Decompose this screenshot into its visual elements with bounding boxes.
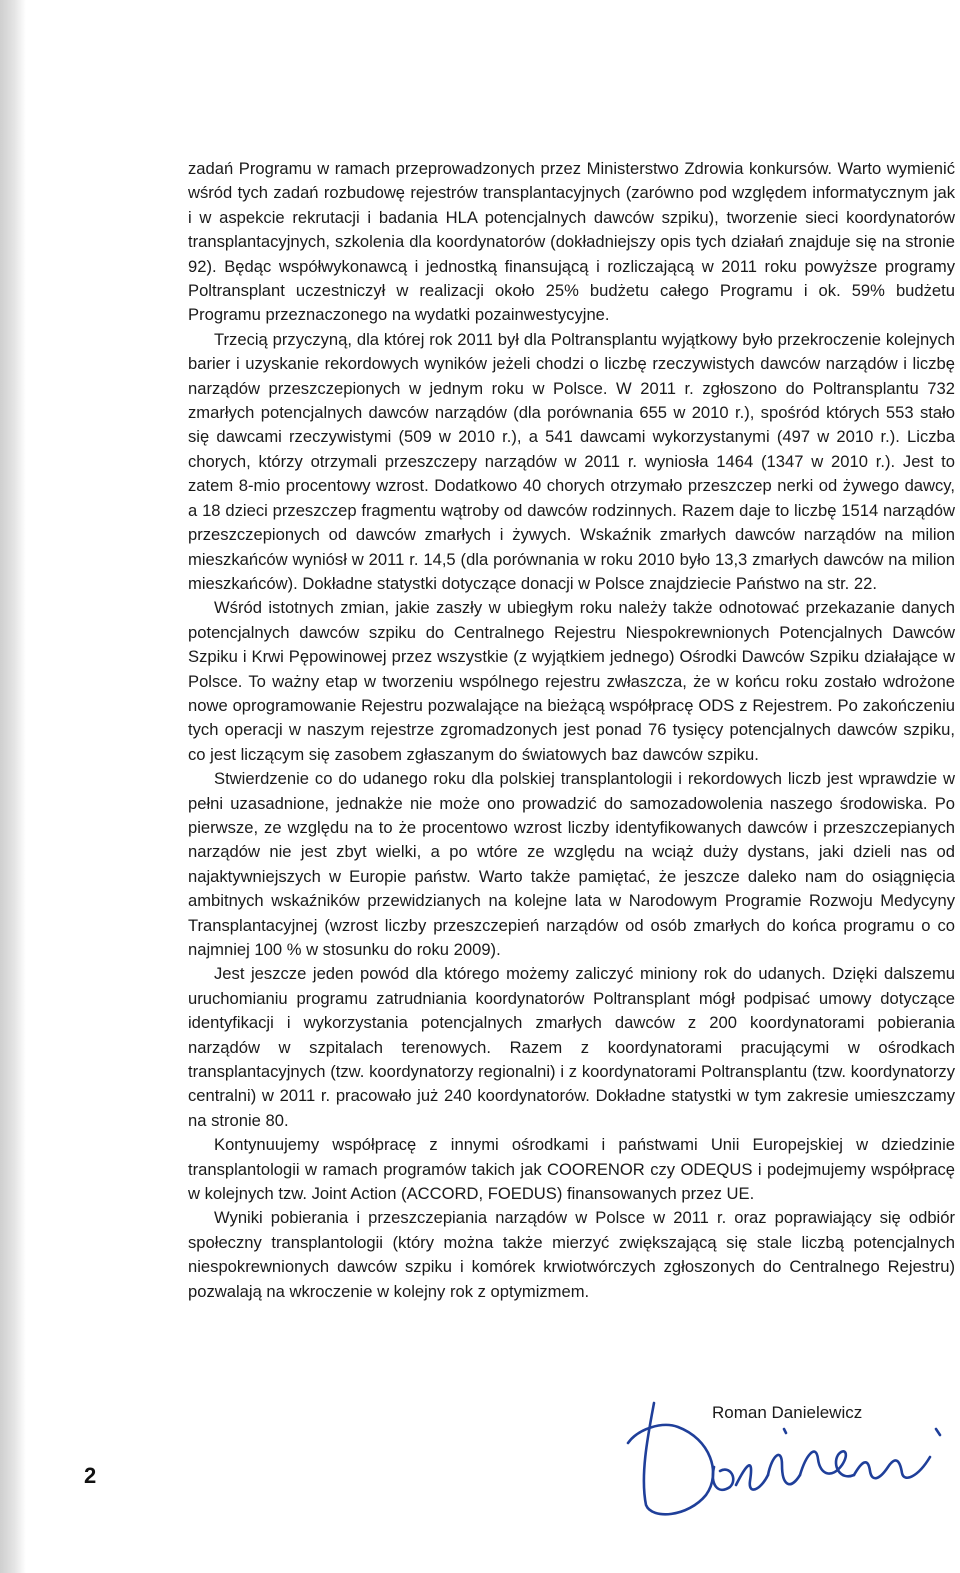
- paragraph-5: Jest jeszcze jeden powód dla którego możemy zaliczyć miniony rok do udanych. Dzięki dalszemu uruchomianiu programu zatrudniania koordynatorów Poltransplant mógł podpisać umowy dotyczące identyfikacji i wykorzystania potencjalnych zmarłych dawców z 200 koordynatorami pobierania narządów w szpitalach terenowych. Razem z koordynatorami pracującymi w ośrodkach transplantacyjnych (tzw. koordynatorzy regionalni) i z koordynatorami Poltransplantu (tzw. koordynatorzy centralni) w 2011 r. pracowało już 240 koordynatorów. Dokładne statystki w tym zakresie umieszczamy na stronie 80.: [188, 964, 955, 1130]
- paragraph-2: Trzecią przyczyną, dla której rok 2011 był dla Poltransplantu wyjątkowy było przekroczenie kolejnych barier i uzyskanie rekordowych wyników jeżeli chodzi o liczbę rzeczywistych dawców narządów i liczbę narządów przeszczepionych w jednym roku w Polsce. W 2011 r. zgłoszono do Poltransplantu 732 zmarłych potencjalnych dawców narządów (dla porównania 655 w 2010 r.), spośród których 553 stało się dawcami rzeczywistymi (509 w 2010 r.), a 541 dawcami wykorzystanymi (497 w 2010 r.). Liczba chorych, którzy otrzymali przeszczepy narządów w 2011 r. wyniosła 1464 (1347 w 2010 r.). Jest to zatem 8-mio procentowy wzrost. Dodatkowo 40 chorych otrzymało przeszczep nerki od żywego dawcy, a 18 dzieci przeszczep fragmentu wątroby od dawców rodzinnych. Razem daje to liczbę 1514 narządów przeszczepionych od dawców zmarłych i żywych. Wskaźnik zmarłych dawców narządów na milion mieszkańców wyniósł w 2011 r. 14,5 (dla porównania w roku 2010 było 13,3 zmarłych dawców na milion mieszkańców). Dokładne statystki dotyczące donacji w Polsce znajdziecie Państwo na str. 22.: [188, 329, 955, 593]
- signature-image: [618, 1395, 952, 1525]
- paragraph-7: Wyniki pobierania i przeszczepiania narządów w Polsce w 2011 r. oraz poprawiający się odbiór społeczny transplantologii (który można także mierzyć zwiększającą się stale liczbą potencjalnych niespokrewnionych dawców szpiku i komórek krwiotwórczych zgłoszonych do Centralnego Rejestru) pozwalają na wkroczenie w kolejny rok z optymizmem.: [188, 1208, 955, 1301]
- author-name: Roman Danielewicz: [712, 1403, 863, 1422]
- paragraph-6: Kontynuujemy współpracę z innymi ośrodkami i państwami Unii Europejskiej w dziedzinie transplantologii w ramach programów takich jak COORENOR czy ODEQUS i podejmujemy współpracę w kolejnych tzw. Joint Action (ACCORD, FOEDUS) finansowanych przez UE.: [188, 1135, 955, 1204]
- paragraph-1: zadań Programu w ramach przeprowadzonych przez Ministerstwo Zdrowia konkursów. Warto wymienić wśród tych zadań rozbudowę rejestrów transplantacyjnych (zarówno pod względem informatycznym jak i w aspekcie rekrutacji i badania HLA potencjalnych dawców szpiku), tworzenie sieci koordynatorów transplantacyjnych, szkolenia dla koordynatorów (dokładniejszy opis tych działań znajduje się na stronie 92). Będąc współwykonawcą i jednostką finansującą i rozliczającą w 2011 roku powyższe programy Poltransplant uczestniczył w realizacji około 25% budżetu całego Programu i ok. 59% budżetu Programu przeznaczonego na wydatki pozainwestycyjne.: [188, 159, 955, 325]
- signature-strokes: [628, 1403, 940, 1514]
- page-number: 2: [84, 1463, 97, 1488]
- page-edge-shadow: [0, 0, 26, 1573]
- paragraph-4: Stwierdzenie co do udanego roku dla polskiej transplantologii i rekordowych liczb jest wprawdzie w pełni uzasadnione, jednakże nie może ono prowadzić do samozadowolenia naszego środowiska. Po pierwsze, ze względu na to że procentowo wzrost liczby identyfikowanych dawców i przeszczepianych narządów nie jest zbyt wielki, a po wtóre ze względu na wciąż duży dystans, jaki dzieli nas od najaktywniejszych w Europie państw. Warto także pamiętać, że jeszcze daleko nam do osiągnięcia ambitnych wskaźników przewidzianych na kolejne lata w Narodowym Programie Rozwoju Medycyny Transplantacyjnej (wzrost liczby przeszczepień narządów od osób zmarłych do końca programu o co najmniej 100 % w stosunku do roku 2009).: [188, 769, 955, 959]
- paragraph-3: Wśród istotnych zmian, jakie zaszły w ubiegłym roku należy także odnotować przekazanie danych potencjalnych dawców szpiku do Centralnego Rejestru Niespokrewnionych Potencjalnych Dawców Szpiku i Krwi Pępowinowej przez wszystkie (z wyjątkiem jednego) Ośrodki Dawców Szpiku działające w Polsce. To ważny etap w tworzeniu wspólnego rejestru zwłaszcza, że w końcu roku zostało wdrożone nowe oprogramowanie Rejestru pozwalające na bieżącą współpracę ODS z Rejestrem. Po zakończeniu tych operacji w naszym rejestrze zgromadzonych jest ponad 76 tysięcy potencjalnych dawców szpiku, co jest liczącym się zasobem zgłaszanym do światowych baz dawców szpiku.: [188, 598, 955, 764]
- body-text: [188, 157, 955, 1304]
